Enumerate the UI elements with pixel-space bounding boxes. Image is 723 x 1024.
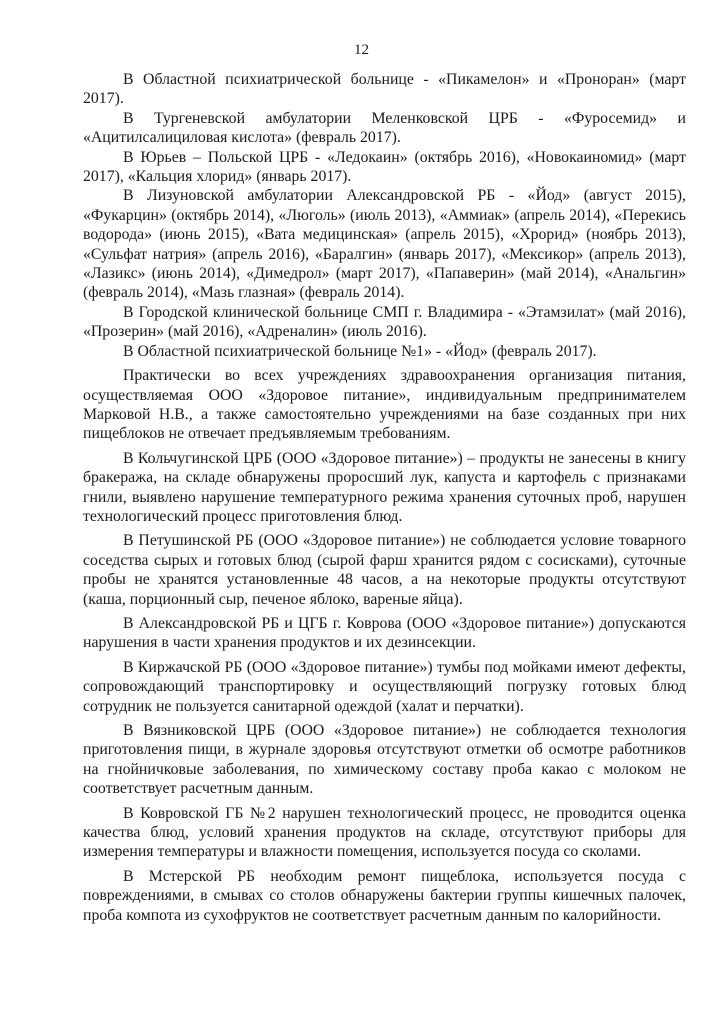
page-number: 12 — [354, 42, 369, 58]
paragraph-vyazniki: В Вязниковской ЦРБ (ООО «Здоровое питание») не соблюдается технология приготовления пищи, в журнале здоровья отсутствуют отметки об осмотре работников на гнойничковые заболевания, по химическому составу проба какао с молоком не соответствует расчетным данным. — [83, 722, 686, 798]
paragraph-petushki: В Петушинской РБ (ООО «Здоровое питание») не соблюдается условие товарного соседства сырых и готовых блюд (сырой фарш хранится рядом с сосисками), суточные пробы не хранятся установленные 48 часов, а на некоторые продукты отсутствуют (каша, порционный сыр, печеное яблоко, вареные яйца). — [83, 532, 686, 608]
paragraph-lizunovo-ambulatory: В Лизуновской амбулатории Александровской РБ - «Йод» (август 2015), «Фукарцин» (октябрь 2014), «Люголь» (июль 2013), «Аммиак» (апрель 2014), «Перекись водорода» (июнь 2015), «Вата медицинская» (апрель 2015), «Хрорид» (ноябрь 2013), «Сульфат натрия» (апрель 2016), «Баралгин» (январь 2017), «Мексикор» (апрель 2013), «Лазикс» (июнь 2014), «Димедрол» (март 2017), «Папаверин» (май 2014), «Анальгин» (февраль 2014), «Мазь глазная» (февраль 2014). — [83, 187, 686, 302]
paragraph-mstyora: В Мстерской РБ необходим ремонт пищеблока, используется посуда с повреждениями, в смывах со столов обнаружены бактерии группы кишечных палочек, проба компота из сухофруктов не соответствует расчетным данным по калорийности. — [83, 867, 686, 924]
paragraph-kovrov-gb2: В Ковровской ГБ №2 нарушен технологический процесс, не проводится оценка качества блюд, условий хранения продуктов на складе, отсутствуют приборы для измерения температуры и влажности помещения, используется посуда со сколами. — [83, 804, 686, 861]
document-body — [83, 70, 686, 925]
paragraph-yuryev-polsky: В Юрьев – Польской ЦРБ - «Ледокаин» (октябрь 2016), «Новокаиномид» (март 2017), «Кальция хлорид» (январь 2017). — [83, 148, 686, 186]
paragraph-alexandrov-kovrov: В Александровской РБ и ЦГБ г. Коврова (ООО «Здоровое питание») допускаются нарушения в части хранения продуктов и их дезинсекции. — [83, 614, 686, 652]
paragraph-kolchugino: В Кольчугинской ЦРБ (ООО «Здоровое питание») – продукты не занесены в книгу бракеража, на складе обнаружены проросший лук, капуста и картофель с признаками гнили, выявлено нарушение температурного режима хранения суточных проб, нарушен технологический процесс приготовления блюд. — [83, 449, 686, 525]
paragraph-psych-hospital-1: В Областной психиатрической больнице №1» - «Йод» (февраль 2017). — [123, 342, 597, 360]
paragraph-nutrition-summary: Практически во всех учреждениях здравоохранения организация питания, осуществляемая ООО «Здоровое питание», индивидуальным предпринимателем Марковой Н.В., а также самостоятельно учреждениями на базе созданных при них пищеблоков не отвечает предъявляемым требованиям. — [83, 367, 686, 443]
paragraph-psych-hospital: В Областной психиатрической больнице - «Пикамелон» и «Проноран» (март 2017). — [83, 71, 686, 108]
paragraph-turgenev-ambulatory: В Тургеневской амбулатории Меленковской ЦРБ - «Фуросемид» и «Ацитилсалициловая кислота» (февраль 2017). — [83, 109, 686, 147]
paragraph-city-hospital-smp: В Городской клинической больнице СМП г. Владимира - «Этамзилат» (май 2016), «Прозерин» (май 2016), «Адреналин» (июль 2016). — [83, 303, 686, 341]
paragraph-kirzhach: В Киржачской РБ (ООО «Здоровое питание») тумбы под мойками имеют дефекты, сопровождающий транспортировку и осуществляющий погрузку готовых блюд сотрудник не пользуется санитарной одеждой (халат и перчатки). — [83, 658, 686, 715]
